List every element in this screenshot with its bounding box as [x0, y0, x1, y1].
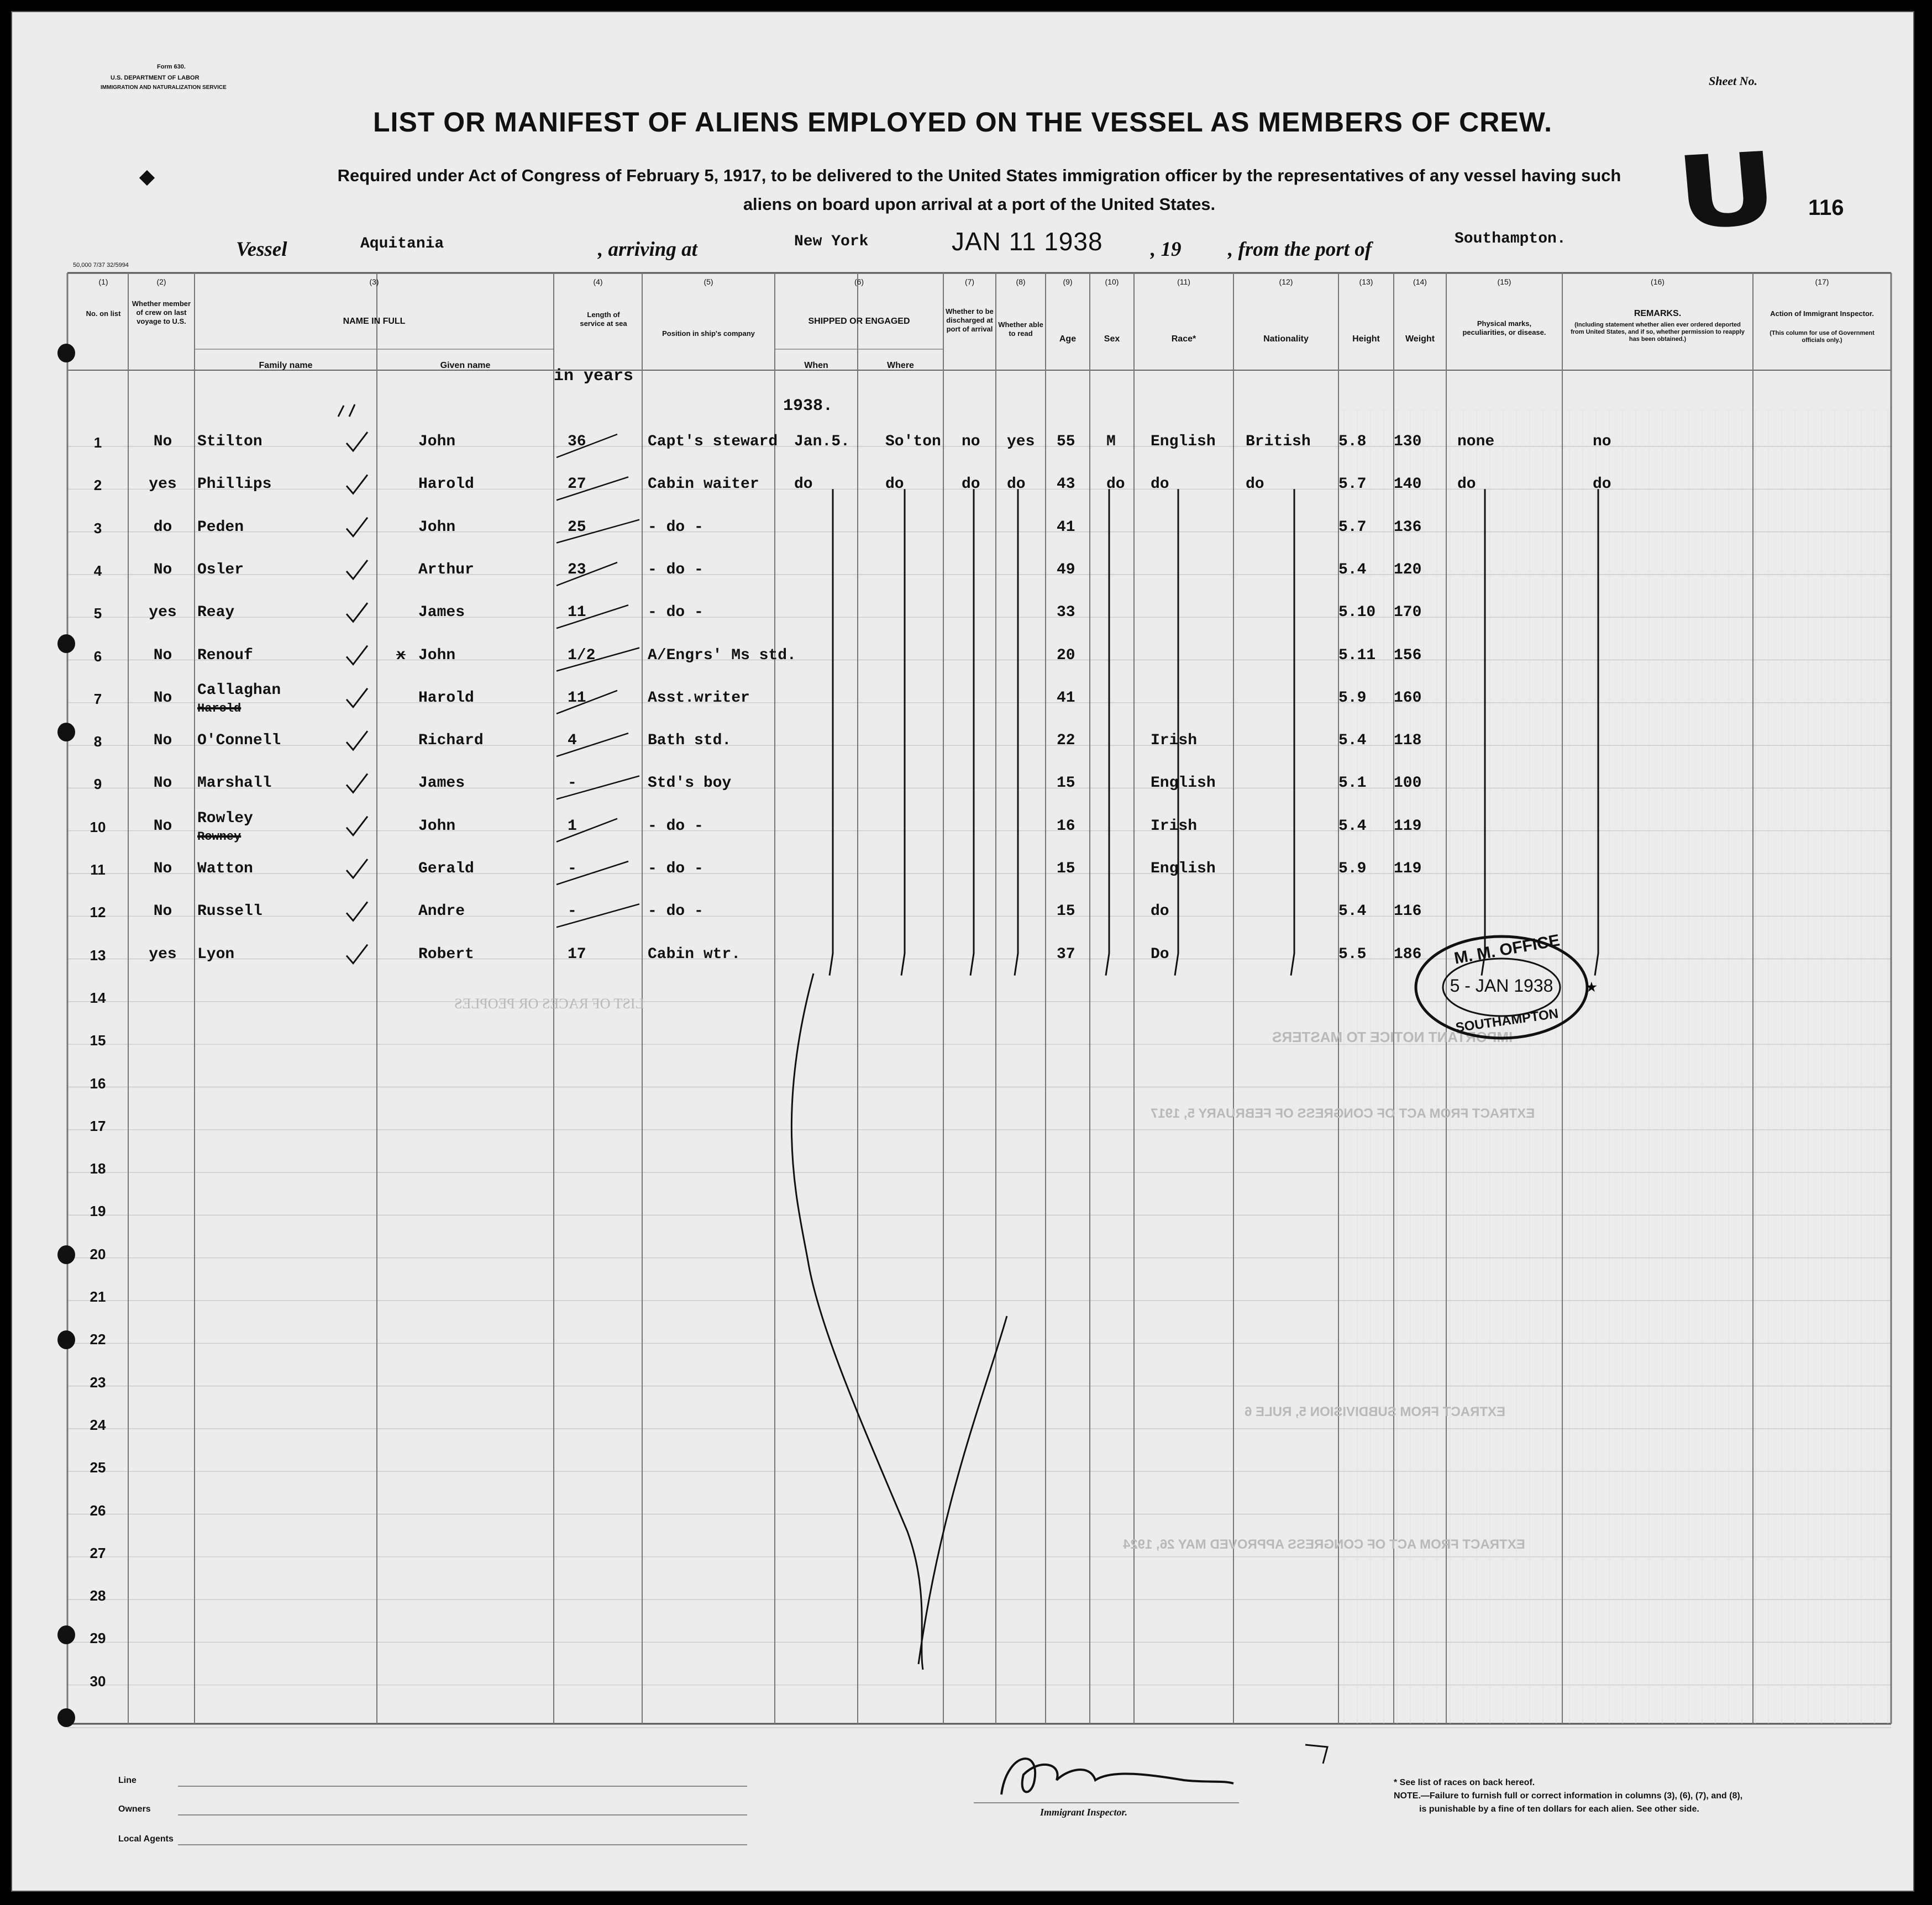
bleed-extract-3: EXTRACT FROM ACT OF CONGRESS APPROVED MAY 26, 1924 [1123, 1537, 1525, 1552]
ditto-stroke [1482, 489, 1485, 975]
cell-height: 5.7 [1338, 476, 1367, 493]
check-mark [338, 404, 355, 417]
cell-weight: 130 [1394, 433, 1422, 450]
cell-when: Jan.5. [794, 433, 850, 450]
cell-position: - do - [648, 561, 704, 578]
header-no-on-list: No. on list [86, 309, 121, 318]
row-number: 16 [90, 1075, 106, 1092]
cell-age: 15 [1057, 860, 1075, 877]
colnum-15: (15) [1497, 277, 1511, 286]
header-name-in-full: NAME IN FULL [343, 317, 406, 326]
header-nationality: Nationality [1263, 334, 1309, 344]
colnum-16: (16) [1651, 277, 1665, 286]
cell-weight: 136 [1394, 518, 1422, 536]
sheet-no-label: Sheet No. [1709, 74, 1757, 88]
cell-height: 5.5 [1338, 945, 1367, 963]
cell-age: 43 [1057, 476, 1075, 493]
colnum-8: (8) [1016, 277, 1026, 286]
subtitle-line-2: aliens on board upon arrival at a port of the United States. [743, 194, 1216, 214]
cell-service: 25 [568, 518, 586, 536]
cell-weight: 156 [1394, 646, 1422, 664]
cell-family: Osler [197, 561, 244, 578]
cell-last-voyage: yes [149, 945, 177, 963]
cell-given-prefix: x [396, 646, 406, 664]
cell-height: 5.11 [1338, 646, 1376, 664]
service-strike [556, 691, 617, 714]
cell-last-voyage: No [153, 775, 172, 792]
colnum-2: (2) [156, 277, 166, 286]
header-physical-marks: Physical marks, peculiarities, or disease. [1462, 319, 1546, 336]
cell-family: Reay [197, 604, 235, 622]
page-number: 116 [1808, 196, 1844, 220]
cell-race: Do [1151, 945, 1169, 963]
binder-hole [57, 344, 75, 362]
arrival-date-stamp: JAN 11 1938 [952, 227, 1103, 256]
row-number: 24 [90, 1416, 106, 1433]
cell-given: John [418, 433, 456, 450]
document-title: LIST OR MANIFEST OF ALIENS EMPLOYED ON THE VESSEL AS MEMBERS OF CREW. [373, 107, 1552, 138]
cell-height: 5.4 [1338, 903, 1367, 920]
row-number: 5 [93, 605, 102, 622]
cell-given: John [418, 646, 456, 664]
cell-age: 15 [1057, 775, 1075, 792]
cell-service: 1 [568, 817, 577, 835]
colnum-17: (17) [1815, 277, 1829, 286]
row-number: 27 [90, 1544, 106, 1561]
cell-last-voyage: No [153, 860, 172, 877]
cell-family: Marshall [197, 775, 272, 792]
cell-age: 22 [1057, 732, 1075, 750]
row-number: 9 [93, 776, 102, 793]
cell-weight: 119 [1394, 817, 1422, 835]
cell-position: - do - [648, 860, 704, 877]
check-mark [347, 432, 368, 451]
ditto-stroke [970, 489, 974, 975]
row-number: 3 [93, 519, 102, 536]
cell-position: Cabin wtr. [648, 945, 741, 963]
cell-given: Andre [418, 903, 465, 920]
cell-last-voyage: No [153, 732, 172, 750]
cell-given: Gerald [418, 860, 474, 877]
header-weight: Weight [1405, 334, 1435, 344]
footer-owners-rule [178, 1814, 747, 1815]
cell-age: 33 [1057, 604, 1075, 622]
cell-last-voyage: No [153, 433, 172, 450]
colnum-9: (9) [1063, 277, 1073, 286]
row-number: 1 [93, 434, 102, 451]
cell-age: 55 [1057, 433, 1075, 450]
note-races: * See list of races on back hereof. [1394, 1778, 1535, 1787]
cell-height: 5.10 [1338, 604, 1376, 622]
cell-family: Watton [197, 860, 253, 877]
header-position: Position in ship's company [662, 329, 755, 338]
year-label: , 19 [1151, 238, 1182, 261]
colnum-5: (5) [704, 277, 713, 286]
inspector-label: Immigrant Inspector. [1040, 1807, 1128, 1818]
row-number: 15 [90, 1032, 106, 1049]
row-number: 10 [90, 818, 106, 835]
check-mark [347, 603, 368, 622]
cell-family: O'Connell [197, 732, 281, 750]
cell-weight: 118 [1394, 732, 1422, 750]
cell-race: English [1151, 860, 1216, 877]
binder-hole [57, 1708, 75, 1727]
cell-last-voyage: No [153, 689, 172, 707]
cell-marks: do [1457, 476, 1476, 493]
row-number: 4 [93, 562, 102, 579]
footer-agents-rule [178, 1844, 747, 1845]
header-sex: Sex [1104, 334, 1120, 344]
cell-given: Richard [418, 732, 484, 750]
row-number: 12 [90, 904, 106, 921]
vessel-label: Vessel [236, 238, 287, 261]
cell-nationality: do [1246, 476, 1264, 493]
stamp-top-text: M. M. OFFICE [1452, 931, 1561, 968]
cell-weight: 170 [1394, 604, 1422, 622]
row-number: 14 [90, 989, 106, 1006]
colnum-6: (6) [854, 277, 864, 286]
cell-where: So'ton [885, 433, 941, 450]
cell-sex: do [1106, 476, 1125, 493]
cell-where: do [885, 476, 904, 493]
cell-age: 41 [1057, 689, 1075, 707]
cell-height: 5.7 [1338, 518, 1367, 536]
row-number: 25 [90, 1459, 106, 1476]
footer-line-label: Line [118, 1776, 136, 1785]
row-number: 19 [90, 1203, 106, 1220]
cell-last-voyage: yes [149, 604, 177, 622]
cell-read: yes [1007, 433, 1035, 450]
cell-age: 49 [1057, 561, 1075, 578]
header-inspector-note: (This column for use of Government officials only.) [1770, 330, 1875, 344]
cell-nationality: British [1246, 433, 1311, 450]
cell-age: 15 [1057, 903, 1075, 920]
row-number: 7 [93, 690, 102, 707]
header-action-of-inspector: Action of Immigrant Inspector. [1770, 309, 1874, 318]
cell-weight: 100 [1394, 775, 1422, 792]
cell-last-voyage: do [153, 518, 172, 536]
cell-service: 17 [568, 945, 586, 963]
cell-weight: 116 [1394, 903, 1422, 920]
binder-hole [57, 723, 75, 741]
colnum-3: (3) [369, 277, 379, 286]
cell-discharged: do [962, 476, 980, 493]
row-number: 23 [90, 1374, 106, 1391]
service-strike [556, 562, 617, 586]
form-number: Form 630. [157, 64, 186, 70]
header-race: Race* [1171, 334, 1196, 344]
check-mark [347, 731, 368, 750]
check-mark [347, 817, 368, 835]
cell-weight: 119 [1394, 860, 1422, 877]
cell-given: James [418, 604, 465, 622]
bleed-notice-heading: IMPORTANT NOTICE TO MASTERS [1272, 1029, 1513, 1045]
cell-given: John [418, 817, 456, 835]
cell-height: 5.4 [1338, 561, 1367, 578]
bleed-extract-2: EXTRACT FROM SUBDIVISION 5, RULE 6 [1245, 1404, 1506, 1419]
row-number: 20 [90, 1245, 106, 1262]
cell-position: Std's boy [648, 775, 732, 792]
cell-given: Harold [418, 689, 474, 707]
colnum-7: (7) [964, 277, 975, 286]
cell-family: Callaghan [197, 681, 281, 699]
cell-last-voyage: No [153, 561, 172, 578]
cell-service: 4 [568, 732, 577, 750]
cell-position: - do - [648, 817, 704, 835]
department-label: U.S. DEPARTMENT OF LABOR [111, 75, 200, 81]
stamp-date: 5 - JAN 1938 [1450, 976, 1553, 996]
header-length-of-service: Length of service at sea [580, 311, 627, 328]
colnum-11: (11) [1177, 277, 1190, 286]
cell-age: 37 [1057, 945, 1075, 963]
row-number: 22 [90, 1331, 106, 1348]
check-mark [347, 902, 368, 920]
footer-line-rule [178, 1786, 747, 1787]
cell-last-voyage: No [153, 903, 172, 920]
colnum-13: (13) [1359, 277, 1373, 286]
binder-hole [57, 1330, 75, 1349]
cell-family: Stilton [197, 433, 262, 450]
check-mark [347, 560, 368, 579]
cell-service: - [568, 775, 577, 792]
cell-service: 1/2 [568, 646, 596, 664]
cell-family-struck: Rowney [197, 829, 242, 844]
shipped-year: 1938. [783, 397, 833, 415]
cell-position: Cabin waiter [648, 476, 759, 493]
cell-last-voyage: yes [149, 476, 177, 493]
cell-race: Irish [1151, 732, 1198, 750]
cell-position: Asst.writer [648, 689, 750, 707]
row-number: 6 [93, 648, 102, 665]
bleed-extract-1: EXTRACT FROM ACT OF CONGRESS OF FEBRUARY 5, 1917 [1151, 1106, 1535, 1121]
header-given-name: Given name [440, 361, 491, 370]
cell-position: - do - [648, 604, 704, 622]
binder-hole [57, 634, 75, 653]
footer-agents-label: Local Agents [118, 1834, 174, 1844]
header-family-name: Family name [259, 361, 313, 370]
check-mark [347, 688, 368, 707]
check-mark [347, 475, 368, 493]
cell-weight: 160 [1394, 689, 1422, 707]
cell-family: Renouf [197, 646, 253, 664]
departure-port: Southampton. [1455, 230, 1566, 248]
cell-family: Peden [197, 518, 244, 536]
svg-text:★: ★ [1586, 980, 1597, 994]
row-number: 17 [90, 1117, 106, 1134]
header-height: Height [1352, 334, 1380, 344]
footer-owners-label: Owners [118, 1804, 151, 1814]
cell-remarks: no [1593, 433, 1611, 450]
colnum-14: (14) [1413, 277, 1427, 286]
table-grid [12, 12, 1913, 1891]
cell-given: Harold [418, 476, 474, 493]
row-number: 8 [93, 733, 102, 750]
cell-race: do [1151, 903, 1169, 920]
inspector-signature-rule [974, 1802, 1239, 1803]
cell-height: 5.4 [1338, 817, 1367, 835]
cell-last-voyage: No [153, 817, 172, 835]
check-mark [347, 859, 368, 878]
cell-service: 11 [568, 689, 586, 707]
header-where: Where [887, 361, 914, 370]
ditto-stroke [901, 489, 905, 975]
cell-position: Bath std. [648, 732, 732, 750]
service-strike [556, 819, 617, 842]
arriving-label: , arriving at [598, 238, 697, 261]
vessel-name: Aquitania [360, 235, 444, 252]
check-mark [347, 646, 368, 665]
cell-age: 20 [1057, 646, 1075, 664]
colnum-4: (4) [593, 277, 603, 286]
ditto-stroke [1015, 489, 1018, 975]
header-age: Age [1059, 334, 1077, 344]
cell-given: John [418, 518, 456, 536]
row-number: 29 [90, 1630, 106, 1647]
cell-service: 27 [568, 476, 586, 493]
print-code: 50,000 7/37 32/5994 [73, 262, 129, 269]
colnum-12: (12) [1279, 277, 1293, 286]
cell-service: - [568, 860, 577, 877]
header-shipped-or-engaged: SHIPPED OR ENGAGED [808, 317, 910, 326]
row-number: 28 [90, 1587, 106, 1604]
row-number: 18 [90, 1160, 106, 1177]
cell-service: 23 [568, 561, 586, 578]
cell-position: Capt's steward [648, 433, 778, 450]
cell-age: 16 [1057, 817, 1075, 835]
cell-weight: 140 [1394, 476, 1422, 493]
cell-last-voyage: No [153, 646, 172, 664]
cell-weight: 186 [1394, 945, 1422, 963]
cell-height: 5.1 [1338, 775, 1367, 792]
stamp-bottom-text: SOUTHAMPTON [1455, 1006, 1560, 1035]
cell-service: 11 [568, 604, 586, 622]
cell-family: Phillips [197, 476, 272, 493]
cell-service: - [568, 903, 577, 920]
cell-given: James [418, 775, 465, 792]
header-remarks: REMARKS. [1634, 309, 1682, 318]
header-when: When [804, 361, 828, 370]
service-label: IMMIGRATION AND NATURALIZATION SERVICE [101, 85, 227, 91]
mm-office-stamp [1410, 929, 1597, 1045]
cell-given: Robert [418, 945, 474, 963]
cell-age: 41 [1057, 518, 1075, 536]
cell-read: do [1007, 476, 1026, 493]
cell-family: Lyon [197, 945, 235, 963]
colnum-10: (10) [1105, 277, 1119, 286]
cell-race: Irish [1151, 817, 1198, 835]
cell-service: 36 [568, 433, 586, 450]
row-number: 11 [90, 861, 106, 878]
handwritten-sheet-number: U [1671, 131, 1783, 252]
header-remarks-note: (Including statement whether alien ever ordered deported from United States, and if so, whether permission to reapply has been obtained.) [1571, 322, 1745, 343]
arriving-port: New York [794, 233, 869, 250]
binder-hole [57, 1245, 75, 1264]
note-penalty-1: NOTE.—Failure to furnish full or correct information in columns (3), (6), (7), and (8), [1394, 1791, 1743, 1801]
subtitle-line-1: Required under Act of Congress of February 5, 1917, to be delivered to the United States immigration officer by the representatives of any vessel having such [337, 166, 1621, 185]
cell-height: 5.8 [1338, 433, 1367, 450]
header-in-years: in years [554, 367, 634, 386]
cell-height: 5.9 [1338, 689, 1367, 707]
cell-discharged: no [962, 433, 980, 450]
check-mark [347, 945, 368, 964]
ditto-stroke [1595, 489, 1598, 975]
row-number: 30 [90, 1672, 106, 1690]
cell-position: - do - [648, 518, 704, 536]
cell-race: English [1151, 775, 1216, 792]
binder-hole [57, 1625, 75, 1644]
cell-family-struck: Harold [197, 701, 242, 715]
cell-race: English [1151, 433, 1216, 450]
cell-when: do [794, 476, 813, 493]
service-strike [556, 434, 617, 457]
colnum-1: (1) [98, 277, 108, 286]
row-number: 21 [90, 1288, 106, 1305]
check-mark [347, 773, 368, 792]
header-able-to-read: Whether able to read [998, 320, 1043, 338]
cell-remarks: do [1593, 476, 1611, 493]
cell-marks: none [1457, 433, 1495, 450]
void-squiggle [918, 1316, 1007, 1664]
cell-weight: 120 [1394, 561, 1422, 578]
header-last-voyage: Whether member of crew on last voyage to U.S. [132, 299, 191, 325]
cell-height: 5.4 [1338, 732, 1367, 750]
row-number: 13 [90, 946, 106, 964]
cell-position: A/Engrs' Ms std. [648, 646, 796, 664]
cell-family: Russell [197, 903, 262, 920]
note-penalty-2: is punishable by a fine of ten dollars for each alien. See other side. [1419, 1804, 1699, 1814]
ditto-stroke [830, 489, 833, 975]
row-number: 26 [90, 1502, 106, 1519]
cell-family: Rowley [197, 809, 253, 827]
row-number: 2 [93, 477, 102, 494]
ditto-stroke [1106, 489, 1109, 975]
cell-sex: M [1106, 433, 1116, 450]
ditto-stroke [1291, 489, 1294, 975]
check-mark [347, 518, 368, 536]
cell-position: - do - [648, 903, 704, 920]
cell-given: Arthur [418, 561, 474, 578]
cell-race: do [1151, 476, 1169, 493]
header-discharged: Whether to be discharged at port of arrival [946, 307, 994, 333]
bleed-races-heading: LIST OF RACES OR PEOPLES [454, 996, 644, 1012]
cell-height: 5.9 [1338, 860, 1367, 877]
from-port-label: , from the port of [1228, 238, 1372, 261]
manifest-sheet [11, 11, 1914, 1892]
